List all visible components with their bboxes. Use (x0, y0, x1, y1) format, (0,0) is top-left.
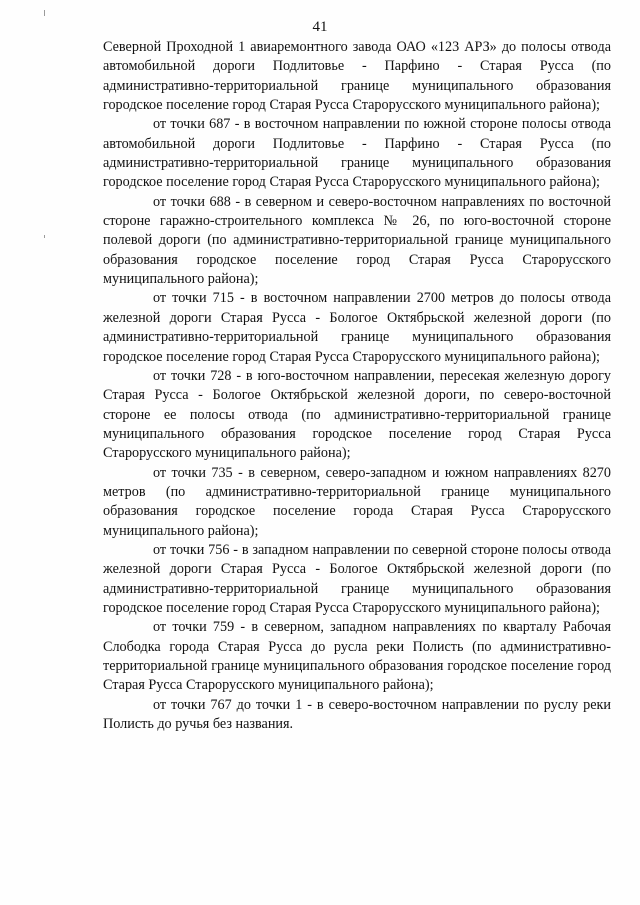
paragraph: от точки 715 - в восточном направлении 2700 метров до полосы отвода железной дороги Старая Русса - Бологое Октябрьской железной дороги (по административно-территориальной границе муниципального образования городское поселение город Старая Русса Старорусского муниципального района); (103, 290, 611, 365)
page-number: 41 (312, 19, 328, 35)
paragraph: от точки 688 - в северном и северо-восточном направлениях по восточной стороне гаражно-строительного комплекса № 26, по юго-восточной стороне полевой дороги (по административно-территориальной границе муниципального образования городское поселение город Старая Русса Старорусского муниципального района); (103, 193, 611, 288)
paragraph: от точки 756 - в западном направлении по северной стороне полосы отвода железной дороги Старая Русса - Бологое Октябрьской железной дороги (по административно-территориальной границе муниципального образования городское поселение город Старая Русса Старорусского муниципального района); (103, 541, 611, 616)
margin-mark (44, 10, 45, 16)
paragraph: Северной Проходной 1 авиаремонтного завода ОАО «123 АРЗ» до полосы отвода автомобильной дороги Подлитовье - Парфино - Старая Русса (по административно-территориальной границе муниципального образования городское поселение город Старая Русса Старорусского муниципального района); (103, 39, 611, 114)
margin-mark (44, 235, 45, 238)
document-body (103, 38, 611, 734)
paragraph: от точки 767 до точки 1 - в северо-восточном направлении по руслу реки Полисть до ручья без названия. (103, 696, 611, 733)
paragraph: от точки 687 - в восточном направлении по южной стороне полосы отвода автомобильной дороги Подлитовье - Парфино - Старая Русса (по административно-территориальной границе муниципального образования городское поселение город Старая Русса Старорусского муниципального района); (103, 116, 611, 191)
paragraph: от точки 735 - в северном, северо-западном и южном направлениях 8270 метров (по административно-территориальной границе муниципального образования городское поселение города Старая Русса Старорусского муниципального района); (103, 464, 611, 539)
paragraph: от точки 759 - в северном, западном направлениях по кварталу Рабочая Слободка города Старая Русса до русла реки Полисть (по административно-территориальной границе муниципального образования городское поселение город Старая Русса Старорусского муниципального района); (103, 619, 611, 694)
paragraph: от точки 728 - в юго-восточном направлении, пересекая железную дорогу Старая Русса - Бологое Октябрьской железной дороги, по северо-восточной стороне ее полосы отвода (по административно-территориальной границе муниципального образования городское поселение город Старая Русса Старорусского муниципального района); (103, 367, 611, 462)
